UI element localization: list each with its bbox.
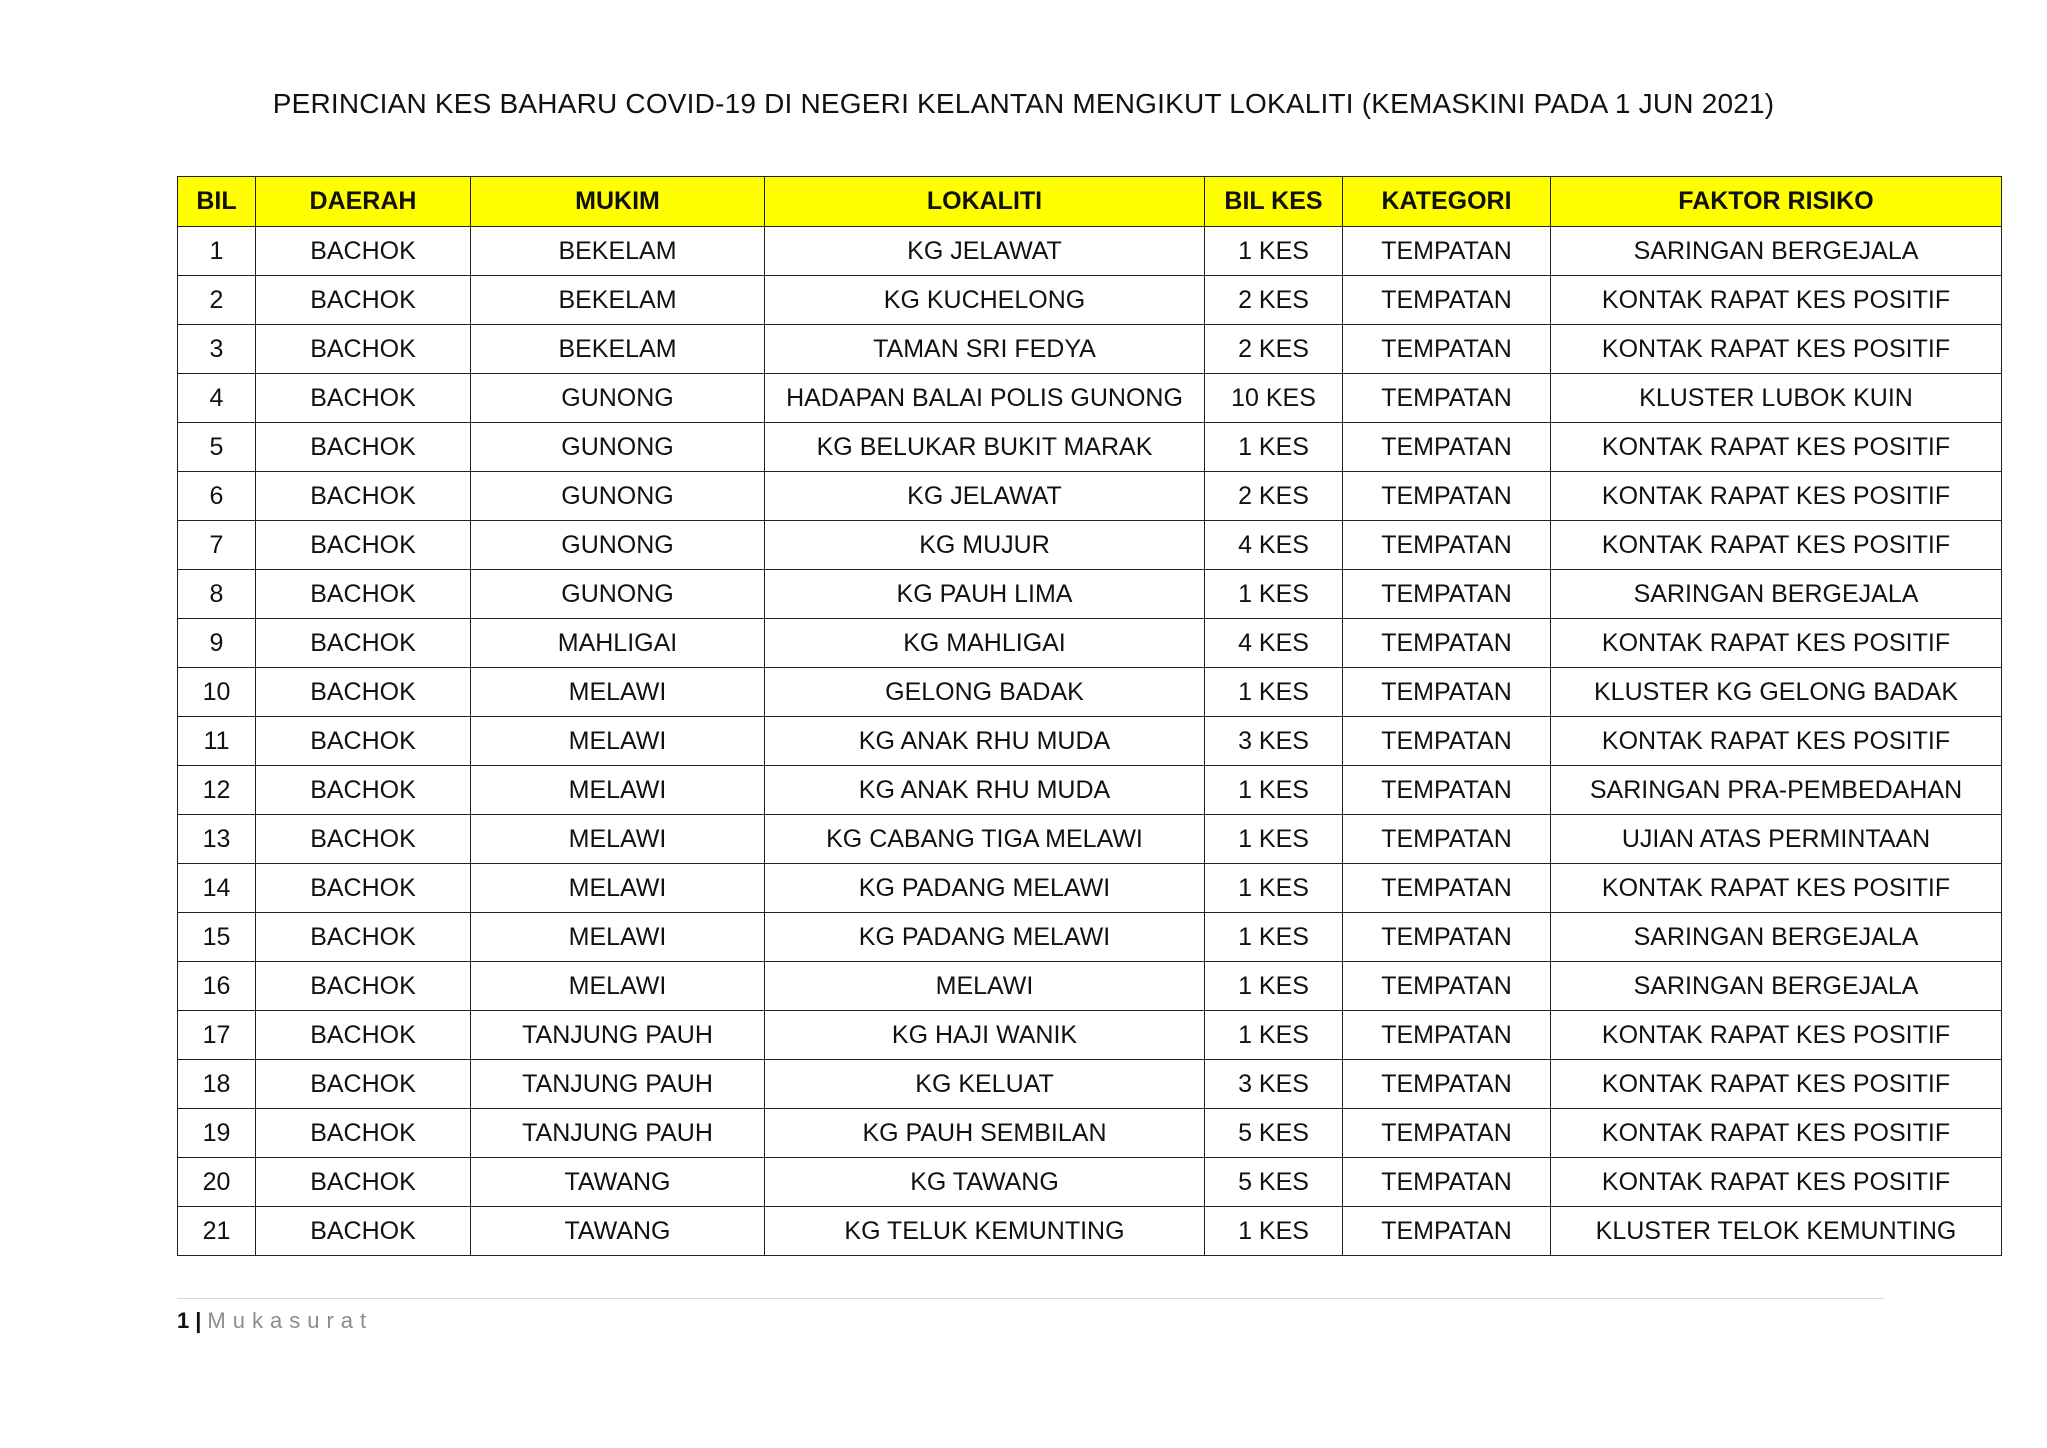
cell-kategori: TEMPATAN: [1343, 962, 1551, 1011]
cell-kategori: TEMPATAN: [1343, 472, 1551, 521]
cell-faktor-risiko: SARINGAN BERGEJALA: [1551, 227, 2002, 276]
cell-kategori: TEMPATAN: [1343, 570, 1551, 619]
page-number: 1: [177, 1308, 190, 1333]
cell-daerah: BACHOK: [256, 815, 471, 864]
cell-lokaliti: KG BELUKAR BUKIT MARAK: [765, 423, 1205, 472]
cell-mukim: GUNONG: [471, 374, 765, 423]
cell-kategori: TEMPATAN: [1343, 423, 1551, 472]
cell-lokaliti: KG MUJUR: [765, 521, 1205, 570]
cell-mukim: GUNONG: [471, 521, 765, 570]
cell-bil: 10: [178, 668, 256, 717]
cell-faktor-risiko: KLUSTER TELOK KEMUNTING: [1551, 1207, 2002, 1256]
cell-faktor-risiko: SARINGAN BERGEJALA: [1551, 962, 2002, 1011]
cell-mukim: TANJUNG PAUH: [471, 1109, 765, 1158]
cell-bil-kes: 1 KES: [1205, 766, 1343, 815]
cell-faktor-risiko: KLUSTER KG GELONG BADAK: [1551, 668, 2002, 717]
table-row: [178, 1011, 2002, 1060]
cell-kategori: TEMPATAN: [1343, 521, 1551, 570]
cell-daerah: BACHOK: [256, 913, 471, 962]
table-row: [178, 423, 2002, 472]
cell-lokaliti: KG KELUAT: [765, 1060, 1205, 1109]
table-row: [178, 913, 2002, 962]
cell-mukim: TANJUNG PAUH: [471, 1011, 765, 1060]
column-header-faktor-risiko: FAKTOR RISIKO: [1551, 177, 2002, 227]
cell-faktor-risiko: KONTAK RAPAT KES POSITIF: [1551, 521, 2002, 570]
cell-lokaliti: KG PADANG MELAWI: [765, 864, 1205, 913]
cell-lokaliti: HADAPAN BALAI POLIS GUNONG: [765, 374, 1205, 423]
column-header-lokaliti: LOKALITI: [765, 177, 1205, 227]
cell-faktor-risiko: KONTAK RAPAT KES POSITIF: [1551, 864, 2002, 913]
cell-daerah: BACHOK: [256, 570, 471, 619]
cell-lokaliti: KG MAHLIGAI: [765, 619, 1205, 668]
cell-lokaliti: GELONG BADAK: [765, 668, 1205, 717]
cell-kategori: TEMPATAN: [1343, 1109, 1551, 1158]
column-header-bil-kes: BIL KES: [1205, 177, 1343, 227]
cell-bil-kes: 1 KES: [1205, 570, 1343, 619]
table-row: [178, 1158, 2002, 1207]
cell-lokaliti: KG PAUH LIMA: [765, 570, 1205, 619]
cell-mukim: MELAWI: [471, 766, 765, 815]
cell-lokaliti: KG TELUK KEMUNTING: [765, 1207, 1205, 1256]
cell-bil-kes: 1 KES: [1205, 1207, 1343, 1256]
cell-bil-kes: 4 KES: [1205, 619, 1343, 668]
cell-lokaliti: MELAWI: [765, 962, 1205, 1011]
cell-daerah: BACHOK: [256, 619, 471, 668]
cell-bil-kes: 1 KES: [1205, 815, 1343, 864]
table-row: [178, 1109, 2002, 1158]
cell-faktor-risiko: UJIAN ATAS PERMINTAAN: [1551, 815, 2002, 864]
cell-bil-kes: 5 KES: [1205, 1109, 1343, 1158]
cell-faktor-risiko: KONTAK RAPAT KES POSITIF: [1551, 717, 2002, 766]
table-row: [178, 374, 2002, 423]
cell-bil-kes: 4 KES: [1205, 521, 1343, 570]
cell-daerah: BACHOK: [256, 374, 471, 423]
cell-mukim: BEKELAM: [471, 325, 765, 374]
cell-kategori: TEMPATAN: [1343, 717, 1551, 766]
table-row: [178, 962, 2002, 1011]
column-header-mukim: MUKIM: [471, 177, 765, 227]
cell-bil: 16: [178, 962, 256, 1011]
cell-faktor-risiko: KONTAK RAPAT KES POSITIF: [1551, 619, 2002, 668]
cell-mukim: MELAWI: [471, 717, 765, 766]
cell-bil: 6: [178, 472, 256, 521]
cell-mukim: MAHLIGAI: [471, 619, 765, 668]
cell-kategori: TEMPATAN: [1343, 864, 1551, 913]
cell-bil-kes: 1 KES: [1205, 962, 1343, 1011]
cell-mukim: GUNONG: [471, 570, 765, 619]
cell-lokaliti: KG ANAK RHU MUDA: [765, 717, 1205, 766]
cell-lokaliti: KG PAUH SEMBILAN: [765, 1109, 1205, 1158]
cell-bil: 5: [178, 423, 256, 472]
cell-mukim: TAWANG: [471, 1207, 765, 1256]
cell-mukim: MELAWI: [471, 913, 765, 962]
cell-faktor-risiko: KONTAK RAPAT KES POSITIF: [1551, 325, 2002, 374]
table-row: [178, 717, 2002, 766]
table-row: [178, 521, 2002, 570]
table-row: [178, 815, 2002, 864]
cell-faktor-risiko: KONTAK RAPAT KES POSITIF: [1551, 1011, 2002, 1060]
cell-kategori: TEMPATAN: [1343, 325, 1551, 374]
cell-mukim: GUNONG: [471, 472, 765, 521]
cell-mukim: TANJUNG PAUH: [471, 1060, 765, 1109]
cell-daerah: BACHOK: [256, 1109, 471, 1158]
cell-kategori: TEMPATAN: [1343, 1207, 1551, 1256]
cell-bil-kes: 5 KES: [1205, 1158, 1343, 1207]
footer-label: Mukasurat: [207, 1308, 374, 1333]
cell-bil: 17: [178, 1011, 256, 1060]
table-row: [178, 570, 2002, 619]
cell-kategori: TEMPATAN: [1343, 1060, 1551, 1109]
table-row: [178, 1207, 2002, 1256]
cell-kategori: TEMPATAN: [1343, 815, 1551, 864]
cell-bil: 18: [178, 1060, 256, 1109]
cell-mukim: BEKELAM: [471, 227, 765, 276]
cell-kategori: TEMPATAN: [1343, 668, 1551, 717]
cell-daerah: BACHOK: [256, 668, 471, 717]
table-row: [178, 325, 2002, 374]
table-row: [178, 668, 2002, 717]
cell-faktor-risiko: KONTAK RAPAT KES POSITIF: [1551, 1109, 2002, 1158]
cell-faktor-risiko: KONTAK RAPAT KES POSITIF: [1551, 1060, 2002, 1109]
cell-bil: 20: [178, 1158, 256, 1207]
cell-mukim: MELAWI: [471, 962, 765, 1011]
cell-bil: 7: [178, 521, 256, 570]
table-row: [178, 619, 2002, 668]
table-row: [178, 276, 2002, 325]
cell-daerah: BACHOK: [256, 1207, 471, 1256]
cell-faktor-risiko: KONTAK RAPAT KES POSITIF: [1551, 276, 2002, 325]
cell-bil-kes: 10 KES: [1205, 374, 1343, 423]
cell-daerah: BACHOK: [256, 472, 471, 521]
table-body: [178, 227, 2002, 1256]
cell-bil: 3: [178, 325, 256, 374]
cell-daerah: BACHOK: [256, 1060, 471, 1109]
cell-bil-kes: 1 KES: [1205, 864, 1343, 913]
footer-separator: |: [195, 1308, 202, 1333]
cell-bil: 1: [178, 227, 256, 276]
cell-bil-kes: 1 KES: [1205, 913, 1343, 962]
table-row: [178, 1060, 2002, 1109]
cell-bil: 15: [178, 913, 256, 962]
cell-faktor-risiko: KONTAK RAPAT KES POSITIF: [1551, 423, 2002, 472]
cell-kategori: TEMPATAN: [1343, 1158, 1551, 1207]
cell-bil-kes: 1 KES: [1205, 227, 1343, 276]
cell-faktor-risiko: SARINGAN BERGEJALA: [1551, 913, 2002, 962]
cell-bil-kes: 1 KES: [1205, 423, 1343, 472]
page-footer: [177, 1308, 373, 1334]
cell-bil: 21: [178, 1207, 256, 1256]
cell-lokaliti: KG JELAWAT: [765, 472, 1205, 521]
cell-lokaliti: KG TAWANG: [765, 1158, 1205, 1207]
cell-kategori: TEMPATAN: [1343, 619, 1551, 668]
cell-bil-kes: 3 KES: [1205, 1060, 1343, 1109]
cell-kategori: TEMPATAN: [1343, 374, 1551, 423]
cell-lokaliti: KG JELAWAT: [765, 227, 1205, 276]
cell-kategori: TEMPATAN: [1343, 276, 1551, 325]
cell-daerah: BACHOK: [256, 521, 471, 570]
column-header-kategori: KATEGORI: [1343, 177, 1551, 227]
cell-daerah: BACHOK: [256, 1011, 471, 1060]
cell-mukim: MELAWI: [471, 864, 765, 913]
table-row: [178, 766, 2002, 815]
cell-bil: 8: [178, 570, 256, 619]
cell-faktor-risiko: SARINGAN PRA-PEMBEDAHAN: [1551, 766, 2002, 815]
cell-daerah: BACHOK: [256, 1158, 471, 1207]
cell-faktor-risiko: SARINGAN BERGEJALA: [1551, 570, 2002, 619]
cell-lokaliti: TAMAN SRI FEDYA: [765, 325, 1205, 374]
cell-bil: 9: [178, 619, 256, 668]
column-header-bil: BIL: [178, 177, 256, 227]
cell-kategori: TEMPATAN: [1343, 1011, 1551, 1060]
cell-bil-kes: 1 KES: [1205, 1011, 1343, 1060]
cell-daerah: BACHOK: [256, 276, 471, 325]
cell-bil-kes: 2 KES: [1205, 472, 1343, 521]
cell-mukim: GUNONG: [471, 423, 765, 472]
cell-daerah: BACHOK: [256, 227, 471, 276]
cell-faktor-risiko: KLUSTER LUBOK KUIN: [1551, 374, 2002, 423]
cell-bil: 2: [178, 276, 256, 325]
cell-bil: 11: [178, 717, 256, 766]
column-header-daerah: DAERAH: [256, 177, 471, 227]
cell-daerah: BACHOK: [256, 423, 471, 472]
cell-kategori: TEMPATAN: [1343, 913, 1551, 962]
cell-lokaliti: KG CABANG TIGA MELAWI: [765, 815, 1205, 864]
cell-bil: 4: [178, 374, 256, 423]
page-title: PERINCIAN KES BAHARU COVID-19 DI NEGERI KELANTAN MENGIKUT LOKALITI (KEMASKINI PADA 1 JUN 2021): [272, 88, 1775, 119]
cell-kategori: TEMPATAN: [1343, 766, 1551, 815]
cell-daerah: BACHOK: [256, 864, 471, 913]
table-row: [178, 227, 2002, 276]
cell-bil: 13: [178, 815, 256, 864]
table-row: [178, 472, 2002, 521]
cell-lokaliti: KG HAJI WANIK: [765, 1011, 1205, 1060]
cases-table: [177, 176, 2002, 1256]
table-row: [178, 864, 2002, 913]
cell-daerah: BACHOK: [256, 766, 471, 815]
cell-bil-kes: 2 KES: [1205, 276, 1343, 325]
cell-bil: 12: [178, 766, 256, 815]
cell-bil-kes: 2 KES: [1205, 325, 1343, 374]
cell-bil-kes: 3 KES: [1205, 717, 1343, 766]
table-header-row: [178, 177, 2002, 227]
cell-daerah: BACHOK: [256, 717, 471, 766]
cell-mukim: BEKELAM: [471, 276, 765, 325]
cell-daerah: BACHOK: [256, 325, 471, 374]
cell-mukim: MELAWI: [471, 815, 765, 864]
cell-bil-kes: 1 KES: [1205, 668, 1343, 717]
cell-bil: 19: [178, 1109, 256, 1158]
cell-mukim: TAWANG: [471, 1158, 765, 1207]
cell-lokaliti: KG ANAK RHU MUDA: [765, 766, 1205, 815]
cell-daerah: BACHOK: [256, 962, 471, 1011]
footer-divider: [177, 1298, 1884, 1299]
cell-lokaliti: KG PADANG MELAWI: [765, 913, 1205, 962]
cell-faktor-risiko: KONTAK RAPAT KES POSITIF: [1551, 1158, 2002, 1207]
cell-faktor-risiko: KONTAK RAPAT KES POSITIF: [1551, 472, 2002, 521]
cell-kategori: TEMPATAN: [1343, 227, 1551, 276]
cell-bil: 14: [178, 864, 256, 913]
cell-lokaliti: KG KUCHELONG: [765, 276, 1205, 325]
cell-mukim: MELAWI: [471, 668, 765, 717]
